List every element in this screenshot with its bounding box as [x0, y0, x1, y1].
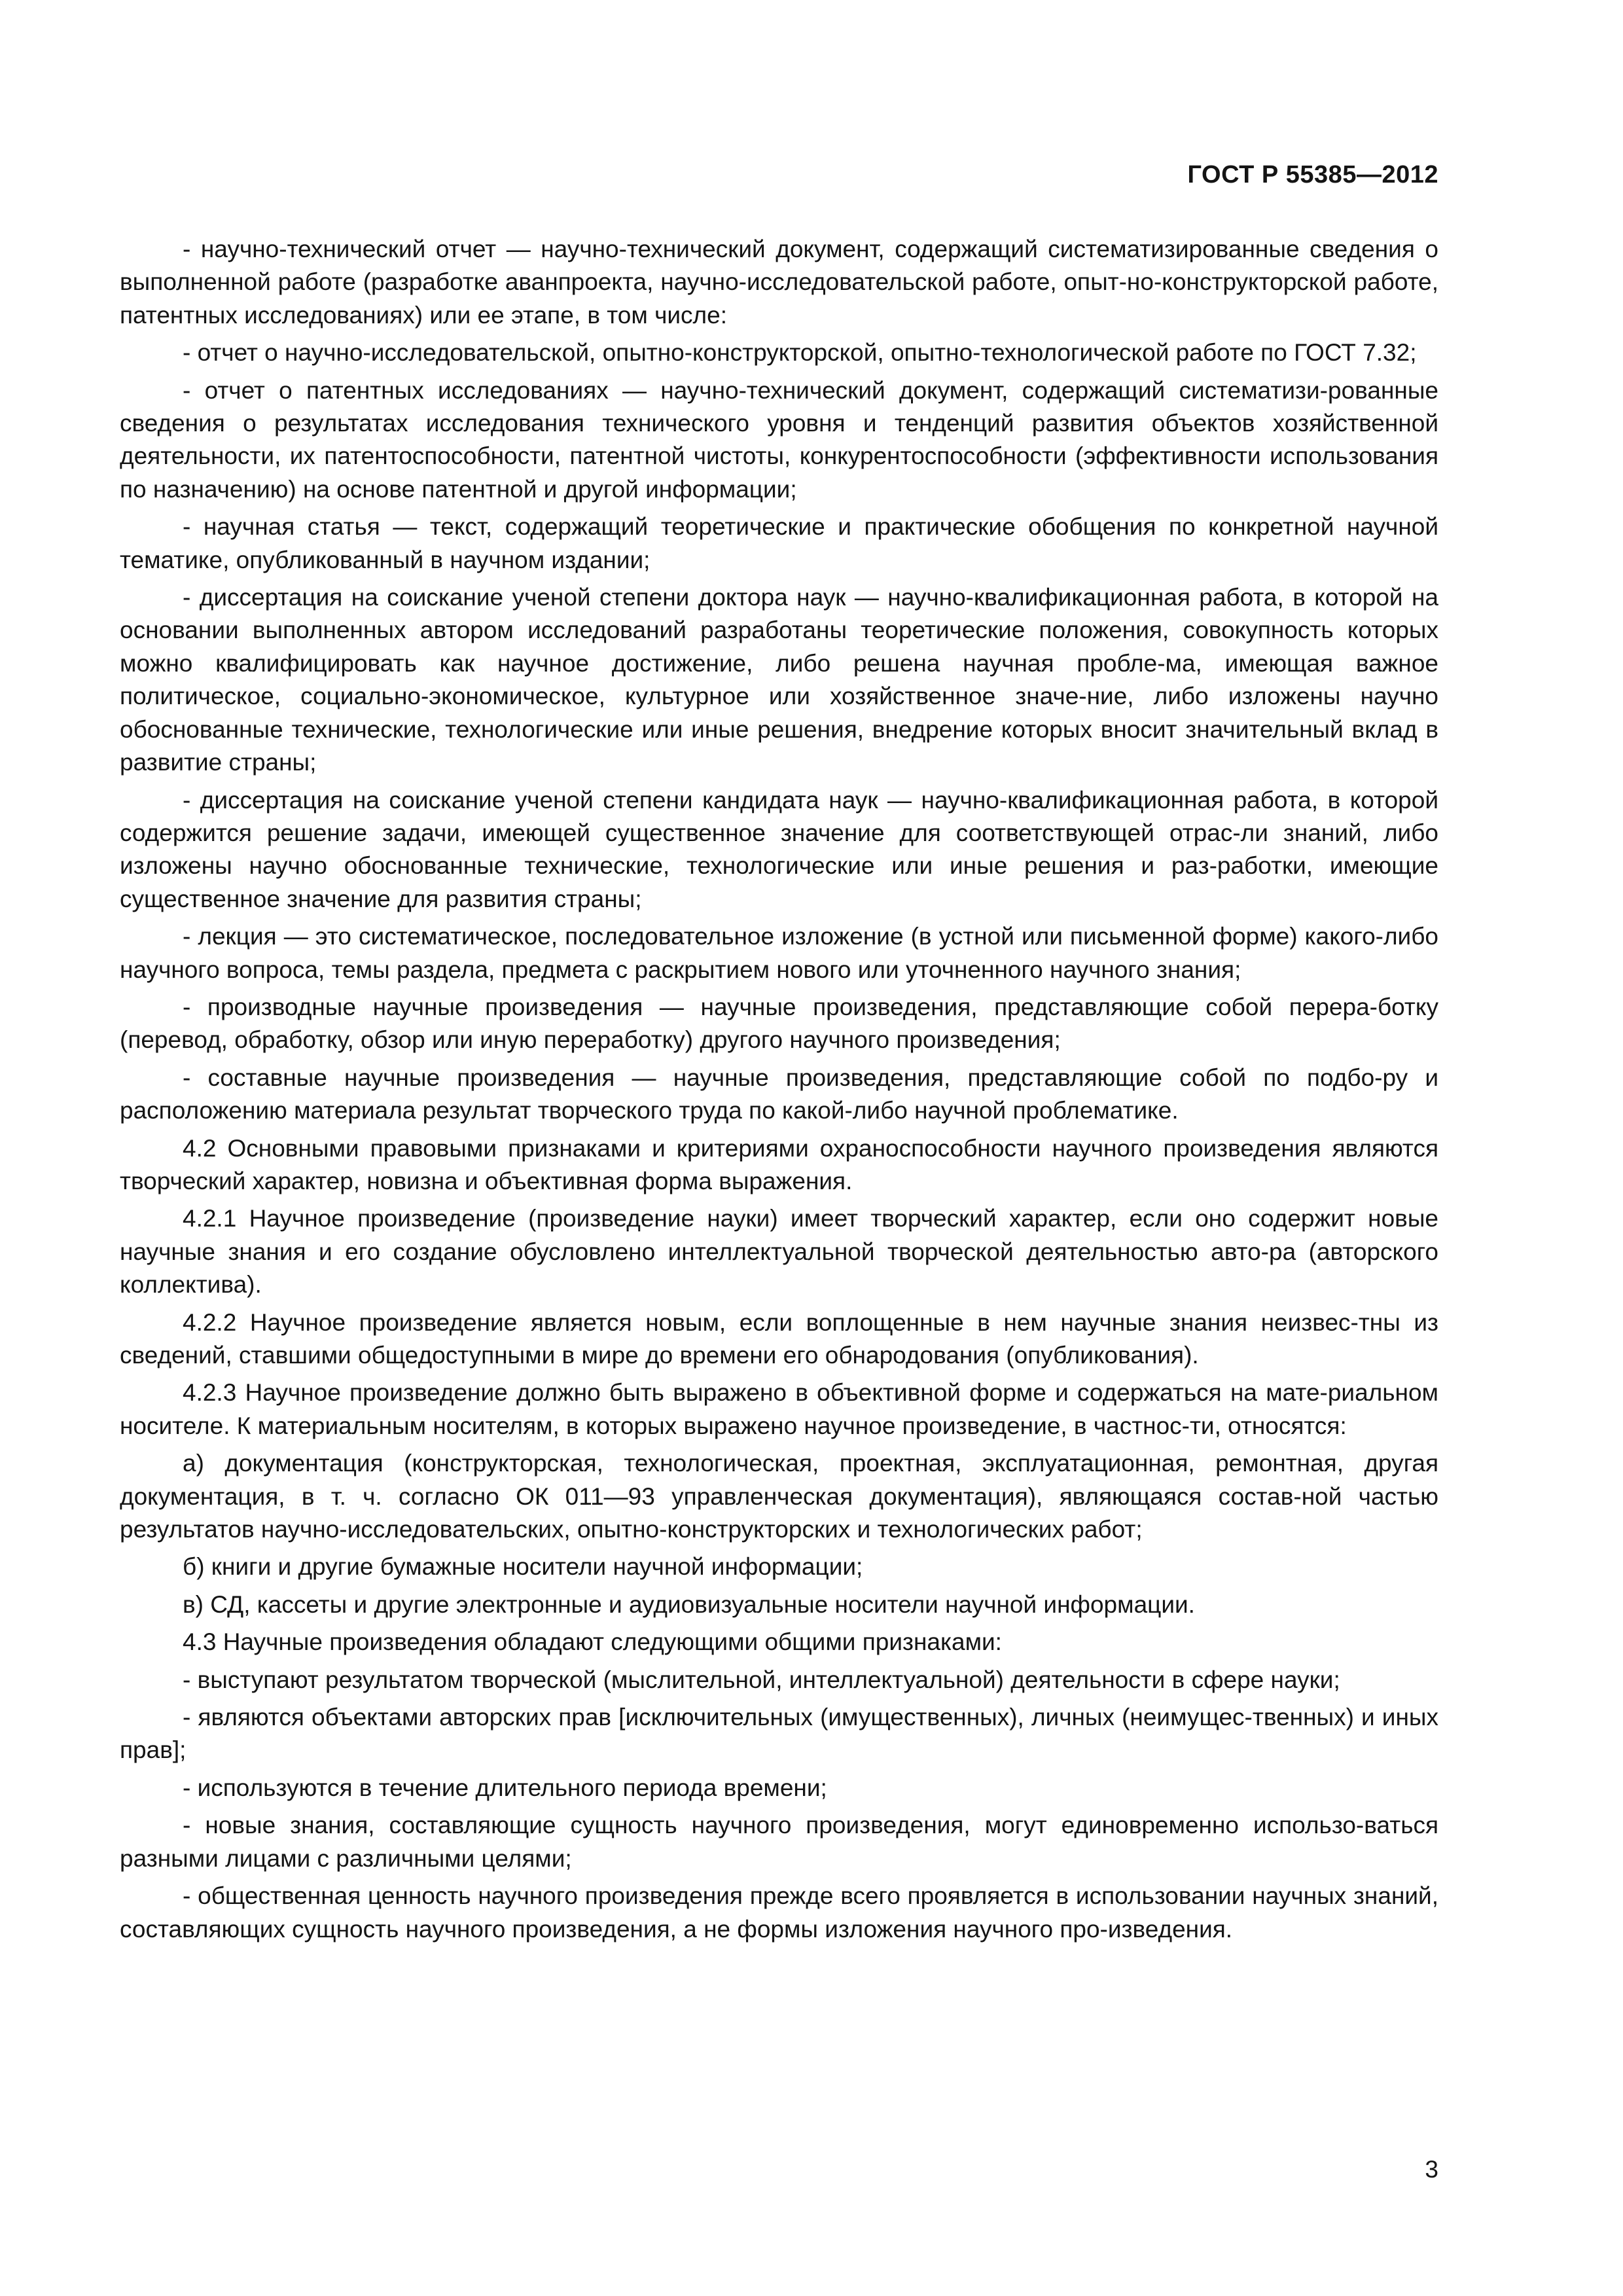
paragraph: - используются в течение длительного периода времени; [183, 1774, 827, 1801]
paragraph: 4.2.1 Научное произведение (произведение науки) имеет творческий характер, если оно содержит новые научные знания и его создание обусловлено интеллектуальной творческой деятельностью авто-ра (авторского коллектива). [120, 1205, 1438, 1299]
paragraph: - выступают результатом творческой (мыслительной, интеллектуальной) деятельности в сфере науки; [183, 1666, 1340, 1693]
paragraph: - диссертация на соискание ученой степени доктора наук — научно-квалификационная работа, в которой на основании выполненных автором исследований разработаны теоретические положения, совокупность которых можно квалифицировать как научное достижение, либо решена научная пробле-ма, имеющая важное политическое, социально-экономическое, культурное или хозяйственное значе-ние, либо изложены научно обоснованные технические, технологические или иные решения, внедрение которых вносит значительный вклад в развитие страны; [120, 584, 1438, 776]
paragraph: - отчет о научно-исследовательской, опытно-конструкторской, опытно-технологической работе по ГОСТ 7.32; [183, 339, 1417, 367]
paragraph: а) документация (конструкторская, технологическая, проектная, эксплуатационная, ремонтная, другая документация, в т. ч. согласно ОК 011—93 управленческая документация), являющаяся состав-ной частью результатов научно-исследовательских, опытно-конструкторских и технологических работ; [120, 1450, 1438, 1543]
paragraph: 4.2.3 Научное произведение должно быть выражено в объективной форме и содержаться на мате-риальном носителе. К материальным носителям, в которых выражено научное произведение, в частнос-ти, относятся: [120, 1379, 1438, 1439]
paragraph: - являются объектами авторских прав [исключительных (имущественных), личных (неимущес-твенных) и иных прав]; [120, 1704, 1438, 1764]
paragraph: - диссертация на соискание ученой степени кандидата наук — научно-квалификационная работа, в которой содержится решение задачи, имеющей существенное значение для соответствующей отрас-ли знаний, либо изложены научно обоснованные технические, технологические или иные решения и раз-работки, имеющие существенное значение для развития страны; [120, 786, 1438, 912]
paragraph: - отчет о патентных исследованиях — научно-технический документ, содержащий систематизи-рованные сведения о результатах исследования технического уровня и тенденций развития объектов хозяйственной деятельности, их патентоспособности, патентной чистоты, конкурентоспособности (эффективности использования по назначению) на основе патентной и другой информации; [120, 376, 1438, 503]
paragraph: - производные научные произведения — научные произведения, представляющие собой перера-ботку (перевод, обработку, обзор или иную переработку) другого научного произведения; [120, 993, 1438, 1054]
paragraph: б) книги и другие бумажные носители научной информации; [183, 1553, 863, 1581]
paragraph: 4.3 Научные произведения обладают следующими общими признаками: [183, 1628, 1002, 1656]
document-code-header: ГОСТ Р 55385—2012 [1187, 161, 1438, 188]
paragraph: - общественная ценность научного произведения прежде всего проявляется в использовании научных знаний, составляющих сущность научного произведения, а не формы изложения научного про-изведения. [120, 1882, 1438, 1943]
paragraph: - научно-технический отчет — научно-технический документ, содержащий систематизированные сведения о выполненной работе (разработке аванпроекта, научно-исследовательской работе, опыт-но-конструкторской работе, патентных исследованиях) или ее этапе, в том числе: [120, 236, 1438, 329]
document-body [120, 233, 1438, 1950]
paragraph: - новые знания, составляющие сущность научного произведения, могут единовременно использо-ваться разными лицами с различными целями; [120, 1812, 1438, 1872]
paragraph: - лекция — это систематическое, последовательное изложение (в устной или письменной форме) какого-либо научного вопроса, темы раздела, предмета с раскрытием нового или уточненного научного знания; [120, 923, 1438, 983]
paragraph: 4.2.2 Научное произведение является новым, если воплощенные в нем научные знания неизвес-тны из сведений, ставшими общедоступными в мире до времени его обнародования (опубликования). [120, 1308, 1438, 1369]
paragraph: - научная статья — текст, содержащий теоретические и практические обобщения по конкретной научной тематике, опубликованный в научном издании; [120, 513, 1438, 573]
paragraph: 4.2 Основными правовыми признаками и критериями охраноспособности научного произведения являются творческий характер, новизна и объективная форма выражения. [120, 1134, 1438, 1194]
paragraph: в) СД, кассеты и другие электронные и аудиовизуальные носители научной информации. [183, 1590, 1195, 1618]
paragraph: - составные научные произведения — научные произведения, представляющие собой по подбо-ру и расположению материала результат творческого труда по какой-либо научной проблематике. [120, 1064, 1438, 1124]
page-number: 3 [1425, 2156, 1438, 2183]
